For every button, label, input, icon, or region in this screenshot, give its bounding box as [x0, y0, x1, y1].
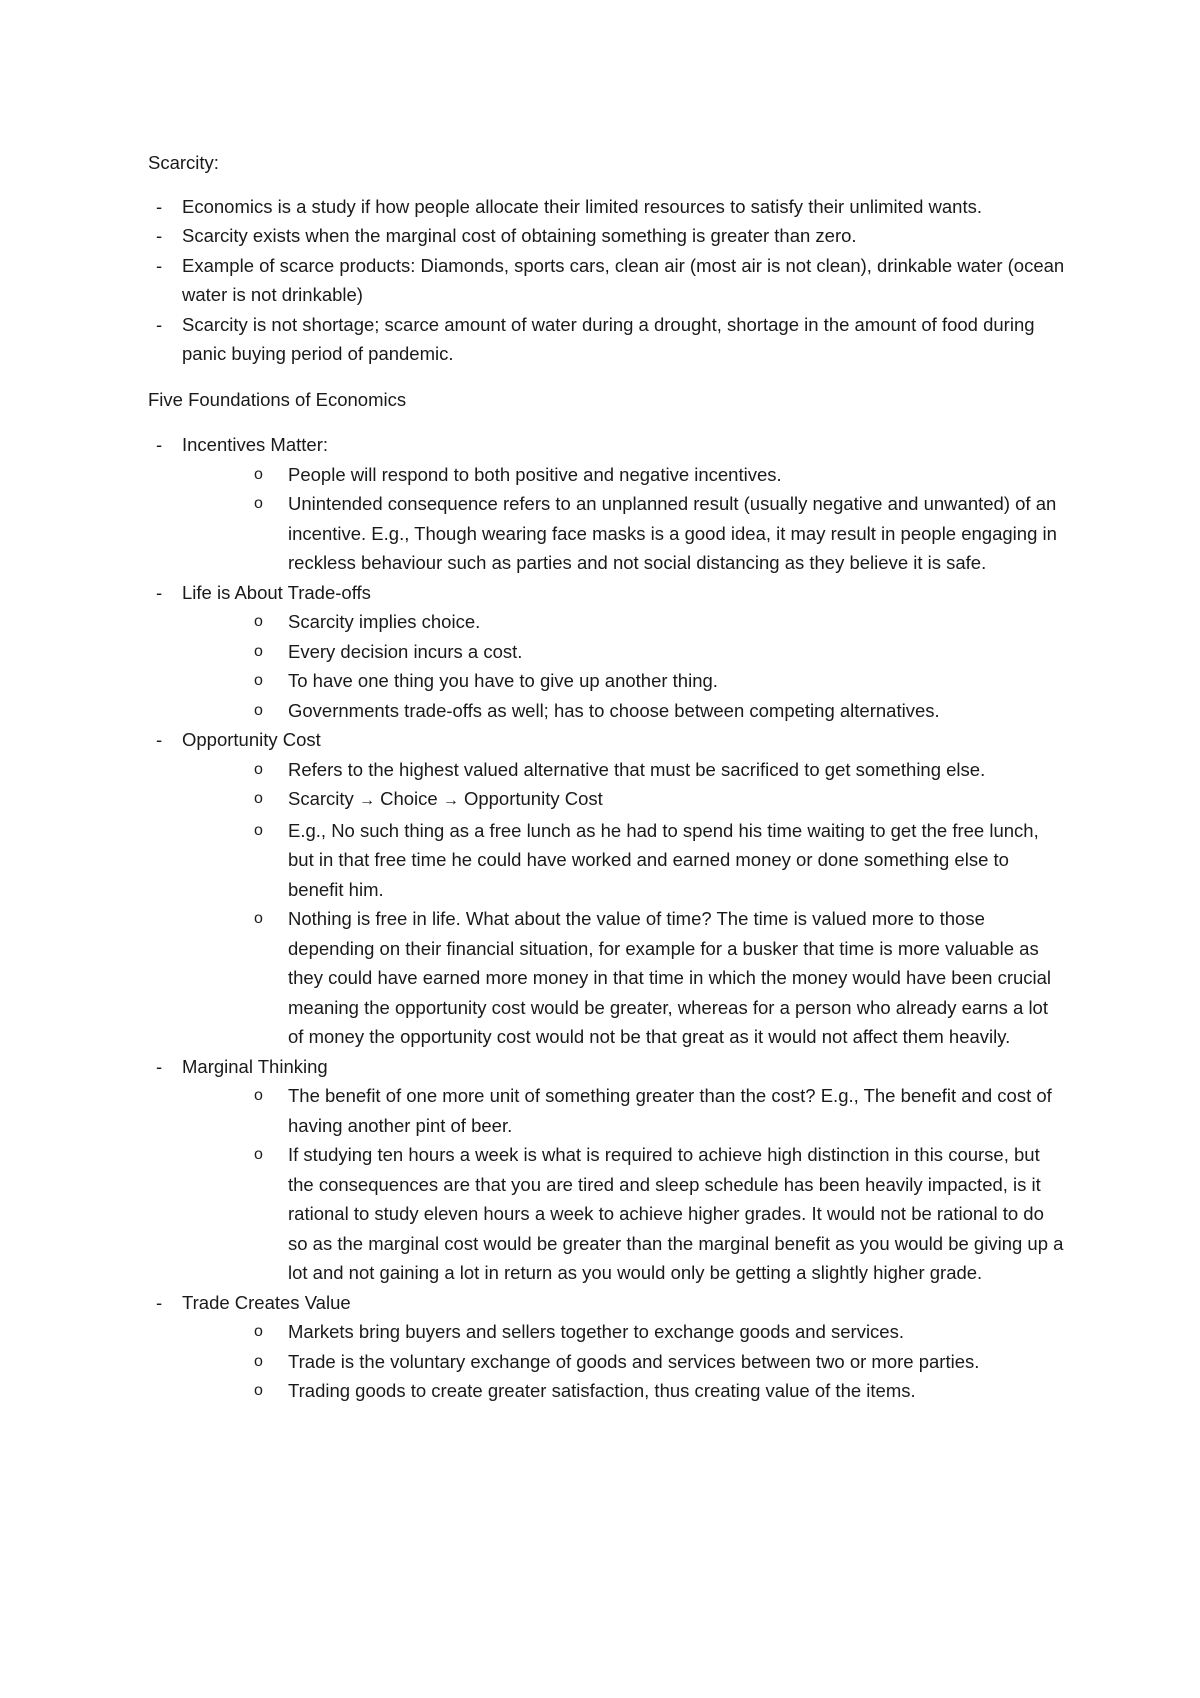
scarcity-heading: Scarcity:	[148, 152, 219, 173]
foundations-heading: Five Foundations of Economics	[148, 388, 407, 410]
chain-choice: Choice	[380, 788, 438, 809]
sub-list	[182, 1081, 1068, 1288]
list-item: o Nothing is free in life. What about the value of time? The time is valued more to those depending on their financial situation, for example for a busker that time is more valuable as they could have earned more money in that time in which the money would have been crucial meaning the opportunity cost would be greater, whereas for a person who already earns a lot of money the opportunity cost would not be that great as it would not affect them heavily.	[182, 904, 1068, 1052]
list-item: - Economics is a study if how people allocate their limited resources to satisfy their unlimited wants.	[148, 192, 1068, 222]
foundations-list	[148, 430, 1068, 1406]
foundation-title: Incentives Matter:	[182, 434, 329, 455]
foundation-title: Trade Creates Value	[182, 1291, 351, 1313]
list-item: o Trade is the voluntary exchange of goods and services between two or more parties.	[182, 1347, 1068, 1377]
list-item: o Governments trade-offs as well; has to choose between competing alternatives.	[182, 696, 1068, 726]
chain-item	[182, 784, 1068, 816]
list-item: o People will respond to both positive and negative incentives.	[182, 460, 1068, 490]
foundation-title: Opportunity Cost	[182, 729, 321, 750]
sub-list	[182, 1317, 1068, 1406]
foundation-incentives	[148, 430, 1068, 578]
chain-opportunity-cost: Opportunity Cost	[463, 788, 603, 809]
sub-list	[182, 755, 1068, 1052]
list-item: o Trading goods to create greater satisfaction, thus creating value of the items.	[182, 1376, 1068, 1406]
list-item: o To have one thing you have to give up another thing.	[182, 666, 1068, 696]
chain-scarcity: Scarcity	[288, 788, 354, 809]
sub-list	[182, 460, 1068, 578]
list-item: o The benefit of one more unit of something greater than the cost? E.g., The benefit and cost of having another pint of beer.	[182, 1081, 1068, 1140]
document-page	[148, 148, 1068, 1406]
list-item: o Every decision incurs a cost.	[182, 637, 1068, 667]
list-item: o Scarcity implies choice.	[182, 607, 1068, 637]
foundation-tradeoffs	[148, 578, 1068, 726]
list-item: o E.g., No such thing as a free lunch as he had to spend his time waiting to get the free lunch, but in that free time he could have worked and earned money or done something else to benefit him.	[182, 816, 1068, 905]
list-item: - Example of scarce products: Diamonds, sports cars, clean air (most air is not clean), drinkable water (ocean water is not drinkable)	[148, 251, 1068, 310]
scarcity-list	[148, 192, 1068, 369]
list-item: - Scarcity is not shortage; scarce amount of water during a drought, shortage in the amount of food during panic buying period of pandemic.	[148, 310, 1068, 369]
arrow-right-icon: →	[442, 792, 459, 809]
sub-list	[182, 607, 1068, 725]
list-item: o Unintended consequence refers to an unplanned result (usually negative and unwanted) of an incentive. E.g., Though wearing face masks is a good idea, it may result in people engaging in reckless behaviour such as parties and not social distancing as they believe it is safe.	[182, 489, 1068, 578]
arrow-right-icon: →	[358, 792, 375, 809]
foundation-opportunity-cost	[148, 725, 1068, 1052]
foundation-trade-creates-value	[148, 1288, 1068, 1406]
list-item: - Scarcity exists when the marginal cost of obtaining something is greater than zero.	[148, 221, 1068, 251]
list-item: o Refers to the highest valued alternative that must be sacrificed to get something else.	[182, 755, 1068, 785]
foundation-marginal-thinking	[148, 1052, 1068, 1288]
list-item: o Markets bring buyers and sellers together to exchange goods and services.	[182, 1317, 1068, 1347]
foundation-title: Marginal Thinking	[182, 1055, 328, 1077]
list-item: o If studying ten hours a week is what is required to achieve high distinction in this course, but the consequences are that you are tired and sleep schedule has been heavily impacted, is it rational to study eleven hours a week to achieve higher grades. It would not be rational to do so as the marginal cost would be greater than the marginal benefit as you would be giving up a lot and not gaining a lot in return as you would only be getting a slightly higher grade.	[182, 1140, 1068, 1288]
foundation-title: Life is About Trade-offs	[182, 581, 371, 603]
